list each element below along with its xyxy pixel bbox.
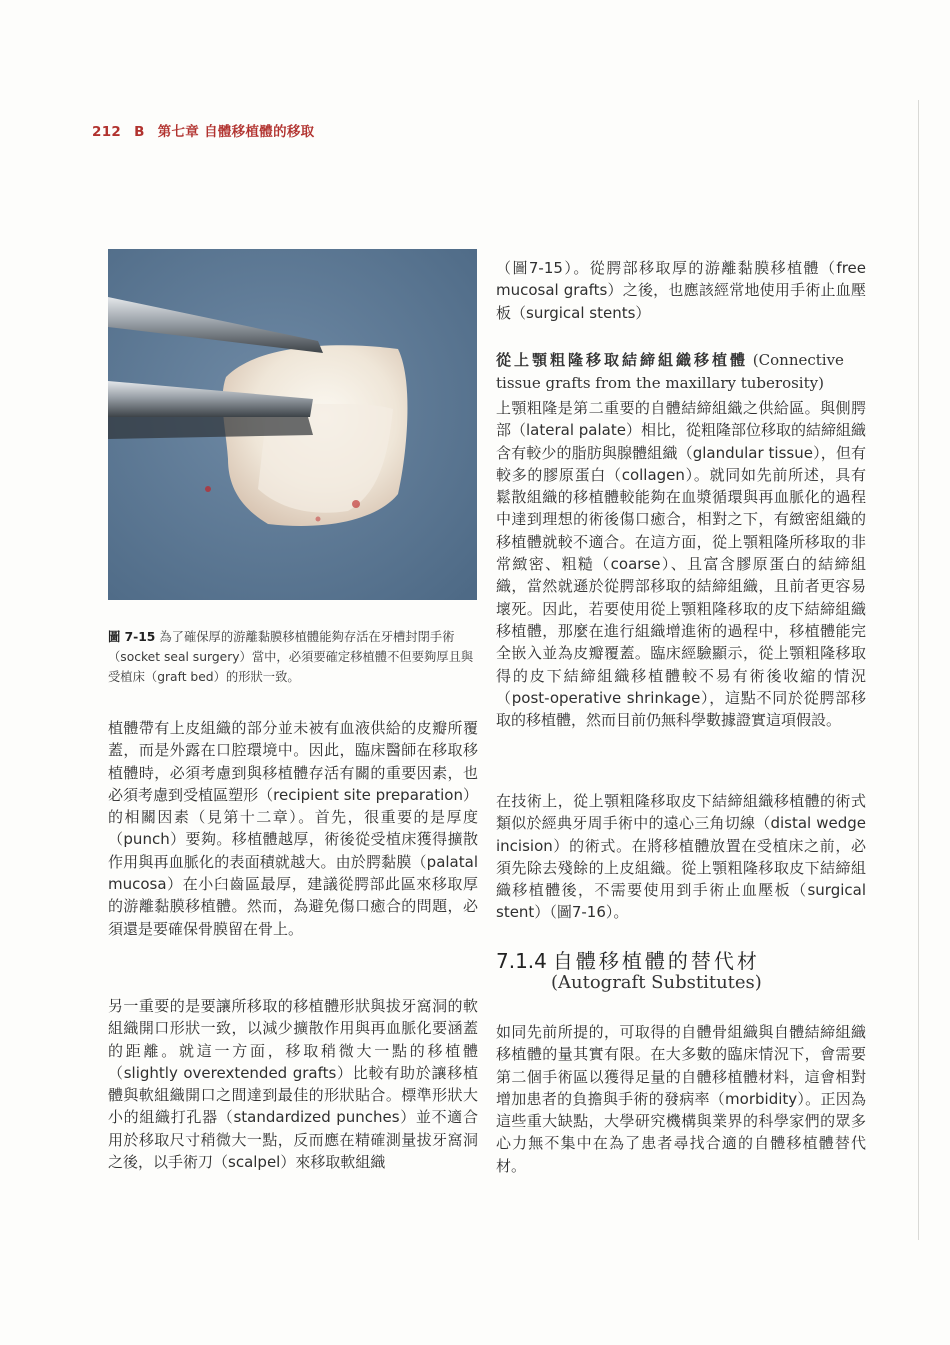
chapter-title: 第七章 自體移植體的移取 [157, 124, 315, 140]
subheading-zh: 從上顎粗隆移取結締組織移植體 [496, 351, 749, 369]
figure-caption [108, 627, 480, 687]
figure-caption-label: 圖 7-15 [108, 630, 156, 644]
right-paragraph-2: 在技術上，從上顎粗隆移取皮下結締組織移植體的術式類似於經典牙周手術中的遠心三角切線（distal wedge incision）的術式。在將移植體放置在受植床之前，必須先除去殘餘的上皮組織。從上顎粗隆移取皮下結締組織移植體後，不需要使用到手術止血壓板（surgical stent）（圖7-16）。 [496, 792, 866, 922]
page-number: 212 [92, 124, 122, 140]
section-title-zh: 自體移植體的替代材 [552, 949, 760, 973]
right-paragraph-1: 上顎粗隆是第二重要的自體結締組織之供給區。與側腭部（lateral palate）相比，從粗隆部位移取的結締組織含有較少的脂肪與腺體組織（glandular tissue），但有較多的膠原蛋白（collagen）。就同如先前所述，具有鬆散組織的移植體較能夠在血漿循環與再血脈化的過程中達到理想的術後傷口癒合，相對之下，有緻密組織的移植體就較不適合。在這方面，從上顎粗隆所移取的非常緻密、粗糙（coarse）、且富含膠原蛋白的結締組織，當然就遜於從腭部移取的結締組織，且前者更容易壞死。因此，若要使用從上顎粗隆移取的皮下結締組織移植體，那麼在進行組織增進術的過程中，移植體能完全嵌入並為皮瓣覆蓋。臨床經驗顯示，從上顎粗隆移取得的皮下結締組織移植體較不易有術後收縮的情況（post-operative shrinkage），這點不同於從腭部移取的移植體，然而目前仍無科學數據證實這項假設。 [496, 399, 866, 730]
section-number: 7.1.4 [496, 949, 547, 973]
figure-photo-graft [108, 249, 477, 600]
graft-photo-illustration [108, 249, 477, 600]
section-heading [496, 945, 760, 974]
right-paragraph-0: （圖7-15）。從腭部移取厚的游離黏膜移植體（free mucosal grafts）之後，也應該經常地使用手術止血壓板（surgical stents） [496, 259, 866, 322]
page-edge-line [918, 100, 919, 1240]
figure-caption-text: 為了確保厚的游離黏膜移植體能夠存活在牙槽封閉手術（socket seal surgery）當中，必須要確定移植體不但要夠厚且與受植床（graft bed）的形狀一致。 [108, 630, 474, 684]
subheading-tuberosity [496, 349, 866, 395]
right-paragraph-3: 如同先前所提的，可取得的自體骨組織與自體結締組織移植體的量其實有限。在大多數的臨床情況下，會需要第二個手術區以獲得足量的自體移植體材料，這會相對增加患者的負擔與手術的發病率（morbidity）。正因為這些重大缺點，大學研究機構與業界的科學家們的眾多心力無不集中在為了患者尋找合適的自體移植體替代材。 [496, 1023, 866, 1175]
section-title-en: (Autograft Substitutes) [551, 972, 762, 993]
subheading-en: (Connective tissue grafts from the maxillary tuberosity) [496, 351, 844, 392]
running-header [92, 120, 323, 140]
left-paragraph-2: 另一重要的是要讓所移取的移植體形狀與拔牙窩洞的軟組織開口形狀一致，以減少擴散作用與再血脈化要涵蓋的距離。就這一方面，移取稍微大一點的移植體（slightly overextended grafts）比較有助於讓移植體與軟組織開口之間達到最佳的形狀貼合。標準形狀大小的組織打孔器（standardized punches）並不適合用於移取尺寸稍微大一點，反而應在精確測量拔牙窩洞之後，以手術刀（scalpel）來移取軟組織 [108, 997, 478, 1172]
left-paragraph-1: 植體帶有上皮組織的部分並未被有血液供給的皮瓣所覆蓋，而是外露在口腔環境中。因此，臨床醫師在移取移植體時，必須考慮到與移植體存活有關的重要因素，也必須考慮到受植區塑形（recipient site preparation）的相關因素（見第十二章）。首先，很重要的是厚度（punch）要夠。移植體越厚，術後從受植床獲得擴散作用與再血脈化的表面積就越大。由於腭黏膜（palatal mucosa）在小臼齒區最厚，建議從腭部此區來移取厚的游離黏膜移植體。然而，為避免傷口癒合的問題，必須還是要確保骨膜留在骨上。 [108, 719, 478, 938]
chapter-marker: B [134, 124, 145, 140]
